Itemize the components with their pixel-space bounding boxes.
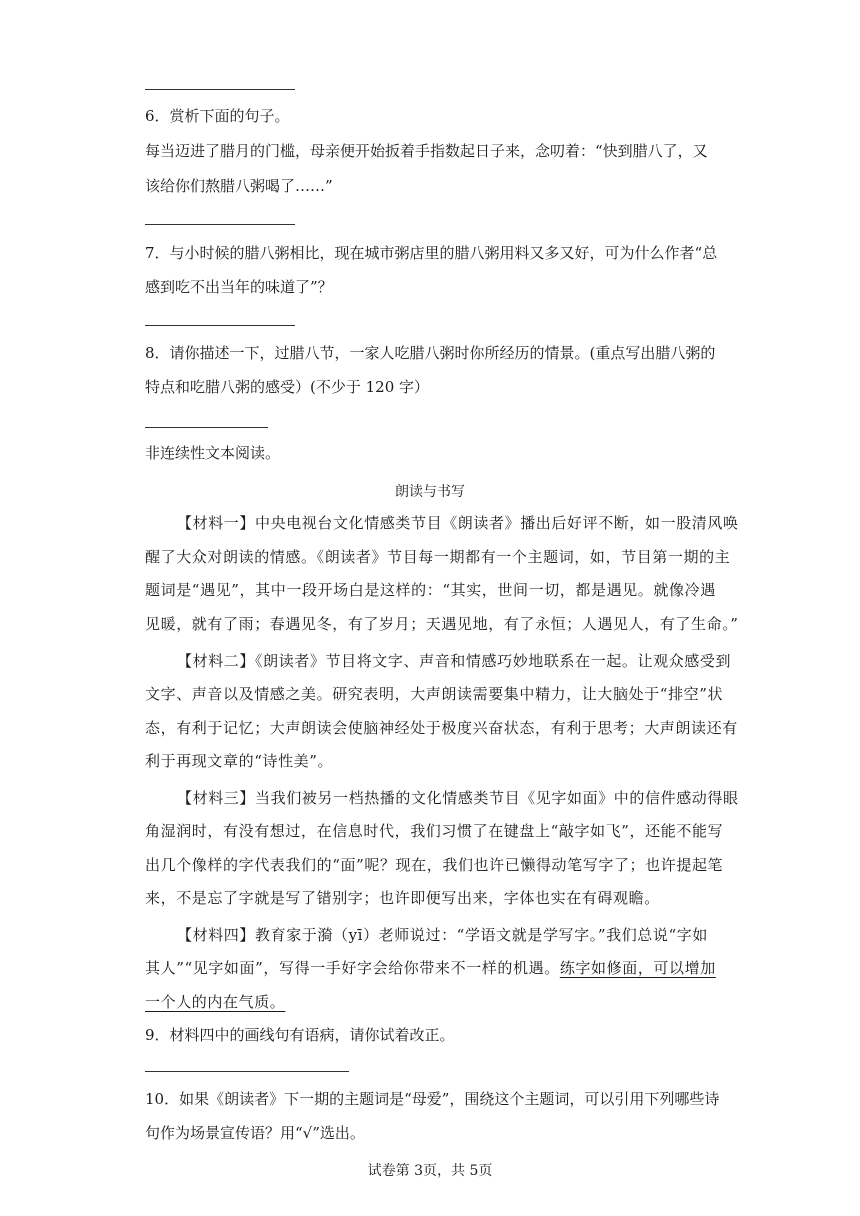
material-2-line-4: 利于再现文章的“诗性美”。 (145, 752, 334, 770)
material-2-line-3: 态，有利于记忆；大声朗读会使脑神经处于极度兴奋状态，有利于思考；大声朗读还有 (145, 719, 738, 737)
question-7-line-1: 7．与小时候的腊八粥相比，现在城市粥店里的腊八粥用料又多又好，可为什么作者“总 (145, 244, 718, 262)
question-6: 6．赏析下面的句子。 (145, 107, 290, 125)
material-3-line-2: 角湿润时，有没有想过，在信息时代，我们习惯了在键盘上“敲字如飞”，还能不能写 (145, 822, 724, 840)
question-7-line-2: 感到吃不出当年的味道了”？ (145, 278, 333, 296)
material-3-line-3: 出几个像样的字代表我们的“面”呢？现在，我们也许已懒得动笔写字了；也许提起笔 (145, 856, 724, 874)
answer-blank-9[interactable] (145, 1071, 349, 1072)
question-10-line-2: 句作为场景宣传语？用“√”选出。 (145, 1124, 365, 1142)
material-1-line-1: 【材料一】中央电视台文化情感类节目《朗读者》播出后好评不断，如一股清风唤 (177, 514, 739, 532)
material-1-line-3: 题词是“遇见”，其中一段开场白是这样的：“其实，世间一切，都是遇见。就像冷遇 (145, 581, 716, 599)
material-2-line-1: 【材料二】《朗读者》节目将文字、声音和情感巧妙地联系在一起。让观众感受到 (177, 652, 732, 670)
answer-blank-8[interactable] (145, 427, 268, 428)
material-4-line-1: 【材料四】教育家于漪（yī）老师说过：“学语文就是学写字。”我们总说“字如 (177, 926, 708, 944)
question-8-line-1: 8．请你描述一下，过腊八节，一家人吃腊八粥时你所经历的情景。(重点写出腊八粥的 (145, 344, 716, 362)
material-2-line-2: 文字、声音以及情感之美。研究表明，大声朗读需要集中精力，让大脑处于“排空”状 (145, 685, 724, 703)
material-3-line-1: 【材料三】当我们被另一档热播的文化情感类节目《见字如面》中的信件感动得眼 (177, 789, 739, 807)
material-3-line-4: 来，不是忘了字就是写了错别字；也许即便写出来，字体也实在有碍观瞻。 (145, 889, 660, 907)
question-10-line-1: 10．如果《朗读者》下一期的主题词是“母爱”，围绕这个主题词，可以引用下列哪些诗 (145, 1090, 720, 1108)
underlined-sentence-part-2: 一个人的内在气质。 (145, 993, 286, 1011)
section-heading: 非连续性文本阅读。 (145, 444, 281, 462)
material-1-line-2: 醒了大众对朗读的情感。《朗读者》节目每一期都有一个主题词，如，节目第一期的主 (145, 548, 731, 566)
underlined-sentence-part-1: 练字如修面，可以增加 (559, 959, 716, 977)
question-8-line-2: 特点和吃腊八粥的感受）(不少于 120 字） (145, 378, 430, 396)
material-4-line-3 (145, 992, 715, 1012)
answer-blank-5[interactable] (145, 89, 295, 90)
answer-blank-7[interactable] (145, 325, 295, 326)
passage-title: 朗读与书写 (395, 484, 465, 500)
page-footer: 试卷第 3页，共 5页 (367, 1163, 493, 1179)
answer-blank-6[interactable] (145, 224, 295, 225)
question-6-quote-line-1: 每当迈进了腊月的门槛，母亲便开始扳着手指数起日子来，念叨着：“快到腊八了，又 (145, 142, 708, 160)
question-6-quote-line-2: 该给你们熬腊八粥喝了……” (145, 177, 333, 195)
material-4-line-2-text: 其人”“见字如面”，写得一手好字会给你带来不一样的机遇。 (145, 959, 560, 977)
material-4-line-2 (145, 958, 715, 978)
material-1-line-4: 见暖，就有了雨；春遇见冬，有了岁月；天遇见地，有了永恒；人遇见人，有了生命。” (145, 615, 739, 633)
question-9: 9．材料四中的画线句有语病，请你试着改正。 (145, 1026, 455, 1044)
